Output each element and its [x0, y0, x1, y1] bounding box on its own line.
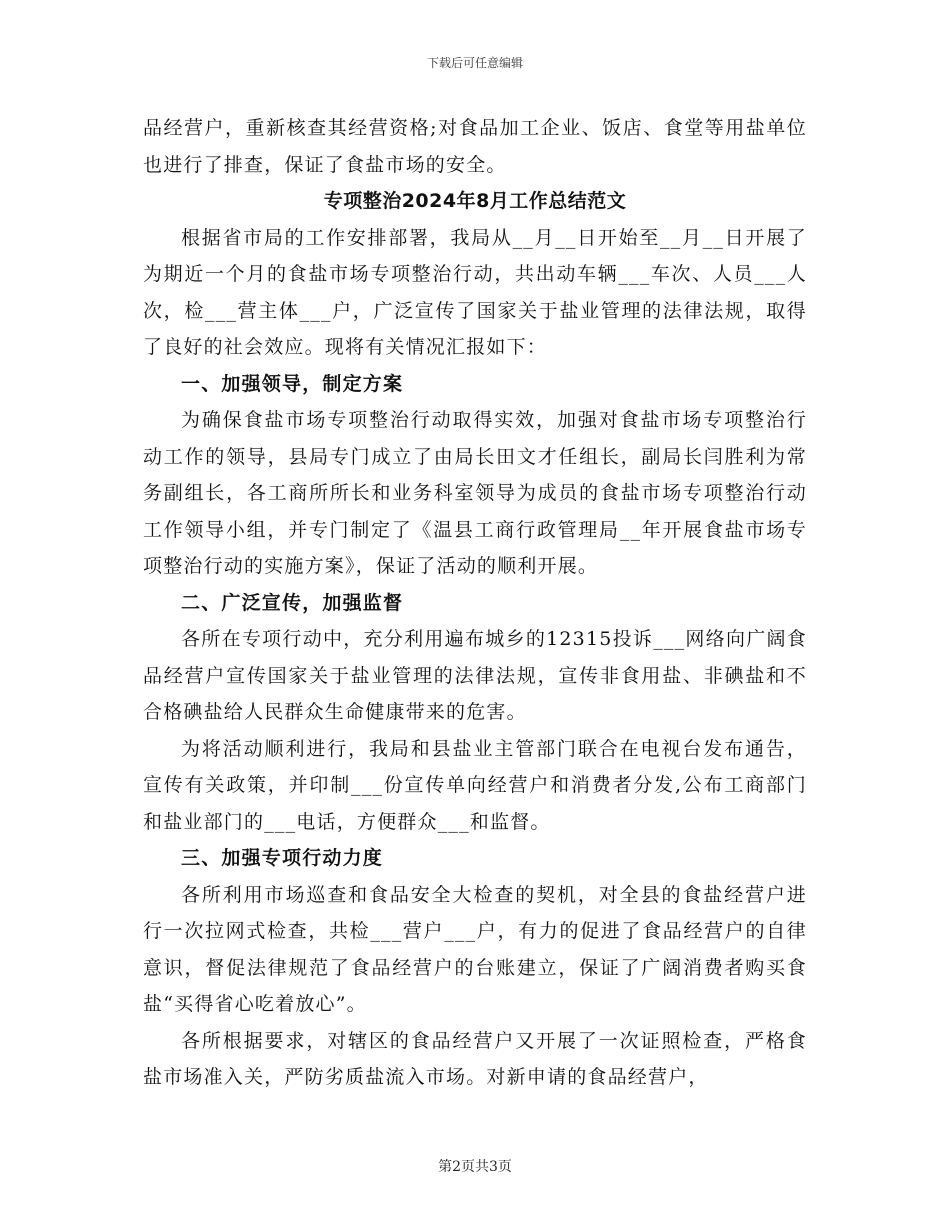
paragraph-continuation: 品经营户，重新核查其经营资格;对食品加工企业、饭店、食堂等用盐单位也进行了排查，保证了食盐市场的安全。	[143, 117, 807, 176]
document-body	[143, 110, 807, 1096]
section-heading-3: 三、加强专项行动力度	[181, 847, 384, 869]
paragraph-section-1: 为确保食盐市场专项整治行动取得实效，加强对食盐市场专项整治行动工作的领导，县局专门成立了由局长田文才任组长，副局长闫胜利为常务副组长，各工商所所长和业务科室领导为成员的食盐市场专项整治行动工作领导小组，并专门制定了《温县工商行政管理局__年开展食盐市场专项整治行动的实施方案》，保证了活动的顺利开展。	[143, 409, 807, 577]
header-note: 下载后可任意编辑	[426, 56, 523, 70]
paragraph-section-3b: 各所根据要求，对辖区的食品经营户又开展了一次证照检查，严格食盐市场准入关，严防劣质盐流入市场。对新申请的食品经营户，	[143, 1029, 807, 1088]
section-heading-2: 二、广泛宣传，加强监督	[181, 591, 404, 614]
document-title: 专项整治2024年8月工作总结范文	[323, 190, 627, 212]
page-number: 第2页共3页	[438, 1159, 512, 1175]
paragraph-section-2b: 为将活动顺利进行，我局和县盐业主管部门联合在电视台发布通告，宣传有关政策，并印制___份宣传单向经营户和消费者分发,公布工商部门和盐业部门的___电话，方便群众___和监督。	[143, 737, 807, 833]
paragraph-section-3a: 各所利用市场巡查和食品安全大检查的契机，对全县的食盐经营户进行一次拉网式检查，共检___营户___户，有力的促进了食品经营户的自律意识，督促法律规范了食品经营户的台账建立，保证了广阔消费者购买食盐“买得省心吃着放心”。	[143, 883, 807, 1015]
paragraph-section-2a: 各所在专项行动中，充分利用遍布城乡的12315投诉___网络向广阔食品经营户宣传国家关于盐业管理的法律法规，宣传非食用盐、非碘盐和不合格碘盐给人民群众生命健康带来的危害。	[143, 628, 807, 723]
section-heading-1: 一、加强领导，制定方案	[181, 372, 404, 395]
paragraph-intro: 根据省市局的工作安排部署，我局从__月__日开始至__月__日开展了为期近一个月的食盐市场专项整治行动，共出动车辆___车次、人员___人次，检___营主体___户，广泛宣传了国家关于盐业管理的法律法规，取得了良好的社会效应。现将有关情况汇报如下：	[143, 226, 807, 358]
